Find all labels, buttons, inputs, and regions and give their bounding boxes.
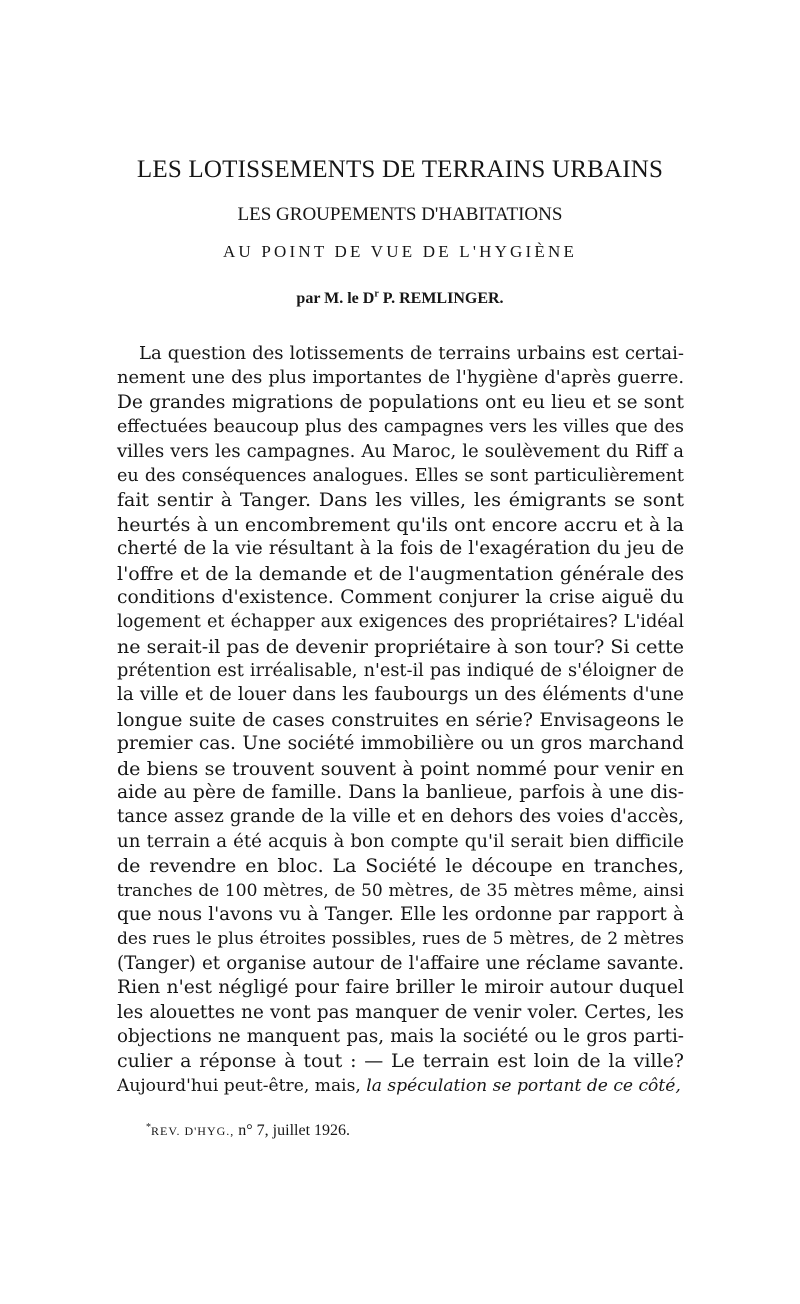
article-subtitle-hygiene: AU POINT DE VUE DE L'HYGIÈNE [222, 242, 578, 261]
body-line: la ville et de louer dans les faubourgs un des éléments d'une [117, 684, 684, 706]
body-line: (Tanger) et organise autour de l'affaire une réclame savante. [117, 952, 684, 974]
body-line: premier cas. Une société immobilière ou un gros marchand [117, 733, 684, 755]
body-line: les alouettes ne vont pas manquer de venir voler. Certes, les [117, 1001, 684, 1023]
author-title-sup: r [374, 288, 379, 300]
footnote [146, 1122, 350, 1140]
article-title: LES LOTISSEMENTS DE TERRAINS URBAINS [136, 156, 664, 183]
body-last-italic: la spéculation se portant de ce côté, [366, 1075, 681, 1096]
body-line: fait sentir à Tanger. Dans les villes, les émigrants se sont [117, 489, 684, 512]
body-line: un terrain a été acquis à bon compte qu'il serait bien difficile [117, 830, 684, 852]
footnote-mark: * [146, 1122, 151, 1133]
body-line: tranches de 100 mètres, de 50 mètres, de 35 mètres même, ainsi [117, 880, 684, 901]
body-line: effectuées beaucoup plus des campagnes vers les villes que des [117, 417, 684, 438]
body-line: La question des lotissements de terrains urbains est certai- [139, 343, 684, 364]
article-subtitle: LES GROUPEMENTS D'HABITATIONS [237, 204, 563, 225]
body-last-roman: Aujourd'hui peut-être, mais, [117, 1075, 367, 1096]
body-paragraph [117, 342, 684, 1098]
body-line: conditions d'existence. Comment conjurer la crise aiguë du [117, 586, 684, 608]
body-line: cherté de la vie résultant à la fois de l'exagération du jeu de [117, 538, 684, 560]
body-line: des rues le plus étroites possibles, rues de 5 mètres, de 2 mètres [117, 929, 684, 950]
body-line: de biens se trouvent souvent à point nommé pour venir en [117, 757, 684, 780]
body-line: villes vers les campagnes. Au Maroc, le soulèvement du Riff a [117, 440, 684, 462]
author-name: P. REMLINGER. [382, 290, 504, 307]
body-line: culier a réponse à tout : — Le terrain est loin de la ville? [117, 1050, 684, 1073]
body-line: tance assez grande de la ville et en dehors des voies d'accès, [117, 806, 684, 828]
body-line: Rien n'est négligé pour faire briller le miroir autour duquel [117, 977, 684, 999]
body-line: que nous l'avons vu à Tanger. Elle les ordonne par rapport à [117, 903, 684, 925]
body-line: de revendre en bloc. La Société le découpe en tranches, [117, 855, 684, 878]
body-line: De grandes migrations de populations ont eu lieu et se sont [117, 391, 684, 413]
body-line: nement une des plus importantes de l'hygiène d'après guerre. [117, 367, 684, 389]
body-line: eu des conséquences analogues. Elles se sont particulièrement [117, 465, 684, 486]
body-line: longue suite de cases construites en série? Envisageons le [117, 708, 684, 731]
body-line: heurtés à un encombrement qu'ils ont encore accru et à la [117, 513, 684, 536]
body-line-last [117, 1074, 684, 1098]
author-line [0, 290, 800, 308]
footnote-journal: REV. D'HYG., [151, 1124, 235, 1138]
body-line: ne serait-il pas de devenir propriétaire à son tour? Si cette [117, 635, 684, 658]
body-line: logement et échapper aux exigences des propriétaires? L'idéal [117, 612, 684, 633]
body-line: objections ne manquent pas, mais la société ou le gros parti- [117, 1025, 684, 1047]
footnote-issue: n° 7, juillet 1926. [238, 1122, 351, 1139]
body-line: prétention est irréalisable, n'est-il pas indiqué de s'éloigner de [117, 661, 684, 682]
author-prefix: par M. le D [296, 290, 375, 307]
body-line: l'offre et de la demande et de l'augmentation générale des [117, 562, 684, 585]
body-line: aide au père de famille. Dans la banlieue, parfois à une dis- [117, 782, 684, 804]
